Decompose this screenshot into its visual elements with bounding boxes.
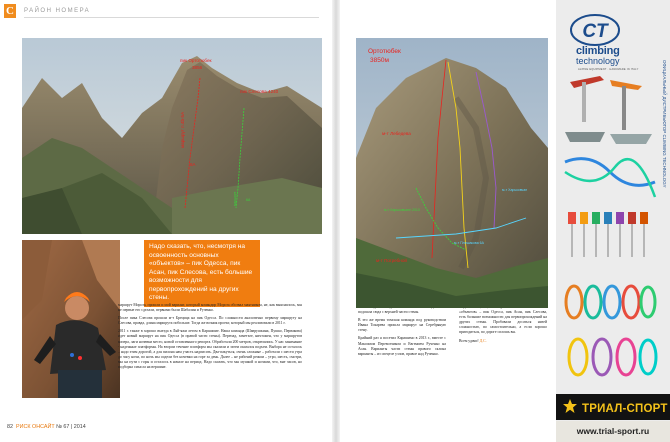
label-lebedeva: м-т Лебедева bbox=[382, 131, 411, 136]
trial-sport-star-icon bbox=[562, 398, 578, 414]
paragraph bbox=[459, 339, 547, 344]
label-route-d: 6А bbox=[246, 198, 251, 202]
paragraph: Крайний раз я посетил Карашимо в 2013 г., вместе с Максимом Перевозчиком и Евгением Рученко на Асан. Варианты части стены правого склона варианты – из спецтое узлов, правое над Рученко. bbox=[358, 336, 446, 356]
paragraph: После пика Слесова прошли м-т Брецица на пик Одесса. По сложности аналогично первому маршруту на Слесова, правда, длина маршрута побольше. Тогда же возник проект, который мы реализовали в 2011 г. bbox=[118, 316, 302, 326]
label-pogrebnoy: м-т Погребной bbox=[376, 258, 407, 263]
ad-brand-line-1: climbing bbox=[576, 45, 620, 57]
paragraph: В это же время томская команда под руководством Ивана Токарева прошла маршрут на Серебряную стену. bbox=[358, 318, 446, 333]
advertisement[interactable] bbox=[556, 0, 670, 442]
ct-logo-text: CT bbox=[582, 21, 608, 42]
label-pleshakova: м-т Плешакова 6А bbox=[454, 241, 484, 245]
article-column-2 bbox=[358, 305, 446, 360]
page-footer bbox=[7, 424, 86, 430]
paragraph: подошла сюда с верхней части стены. bbox=[358, 310, 420, 315]
label-route-c: маршрут bbox=[233, 191, 237, 206]
article-column-3 bbox=[459, 305, 547, 347]
issue-number: № 67 | 2014 bbox=[56, 424, 86, 430]
label-route-a: маршрут п.4b-5А bbox=[180, 111, 185, 148]
ad-brand-line-2: technology bbox=[576, 56, 620, 66]
mountain-photo-main bbox=[22, 38, 322, 234]
label-route-b: 6А bbox=[190, 162, 196, 167]
paragraph: маршрут Мороза, прошли и мой вариант, который командир Мороза обозвал маятником, не, как выяснилось, мы не первые его сделали, первыми были Шабалин и Рученко. bbox=[118, 303, 302, 313]
climbing-gear-illustration bbox=[560, 72, 660, 392]
label-ortotyubek-height: 3856 bbox=[192, 65, 203, 70]
article-column-1 bbox=[118, 303, 302, 373]
label-kharkovchane: м-т Харьковчане 2010 bbox=[384, 208, 420, 212]
header-divider bbox=[24, 17, 319, 18]
ad-shop-name: ТРИАЛ-СПОРТ bbox=[582, 403, 668, 415]
label-ortotyubek: пик Ортотюбек bbox=[180, 58, 212, 63]
ad-url-link[interactable]: www.trial-sport.ru bbox=[556, 421, 670, 442]
photo-title: Ортотюбек bbox=[368, 48, 401, 55]
ad-vertical-text bbox=[659, 60, 668, 220]
photo-height: 3850м bbox=[370, 57, 389, 64]
label-slesova: пик Слесова 4240 bbox=[240, 89, 279, 94]
label-harkovchan: м-т Харьковчан bbox=[502, 188, 528, 192]
magazine-name: РИСК ОНСАЙТ bbox=[16, 424, 55, 430]
page-gutter bbox=[332, 0, 340, 442]
paragraph: «объектов» – пик Одесса, пик Асан, пик Слесова, есть большие возможности для первопрохождений на других стены. Пробовали досаться низей сложностью, по самостоятельно, а если хорошо пригодиться, по дороге сплошь вы. bbox=[459, 310, 547, 335]
page-number: 82 bbox=[7, 424, 13, 430]
ad-tagline: ALPINE EQUIPMENT · HANDMADE IN ITALY bbox=[578, 68, 639, 71]
closing-line: Всем удачи! bbox=[459, 338, 479, 343]
section-title: РАЙОН НОМЕРА bbox=[24, 8, 91, 14]
author-signature: Д.С. bbox=[479, 338, 487, 343]
mountain-photo-routes bbox=[356, 38, 548, 308]
ad-vertical-label: ОФИЦИАЛЬНЫЙ ДИСТРИБЬЮТОР CLIMBING TECHNOLOGY bbox=[662, 60, 667, 188]
climber-photo bbox=[22, 240, 120, 398]
paragraph: 2011 г. также в хорошо выезда в Ляй-яжи летом в Карашиме. Наша команда (Шаврушкина, Пушко, Первакова) идет новый маршрут на пик Одесса (в правой части стены). Перепад, заметьте, ничтожен, что у маршрутов копера, лаги ночевки место, новой оставленного репорта. Обработали 200 метров, открепились. У нас занимание - надежные платформы. На втором течение платформ мы скалили и затем оказался подъем. Выбора не осталось – надо этим дорогой, а для пилона нам участь надписать. Два-пакуться, очень сложные – работали с шести утра до часу ночи, по ночь мы сидели без ночевки на горе за день. Далее – не рабочий режим – утро, шесть, смотри, мы на пути с горы и осталось в начале на период. Надо сказать, что мы мушкой и ночами, что, вне часов, но подборка смысла на вершине. bbox=[118, 329, 302, 370]
pull-quote: Надо сказать, что, несмотря на освоенность основных «объектов» – пик Одесса, пик Асан, пик Слесова, есть большие возможности для первопрохождений на других стены. bbox=[144, 240, 260, 307]
magazine-logo: С bbox=[4, 4, 16, 18]
ct-logo-icon bbox=[570, 12, 620, 48]
